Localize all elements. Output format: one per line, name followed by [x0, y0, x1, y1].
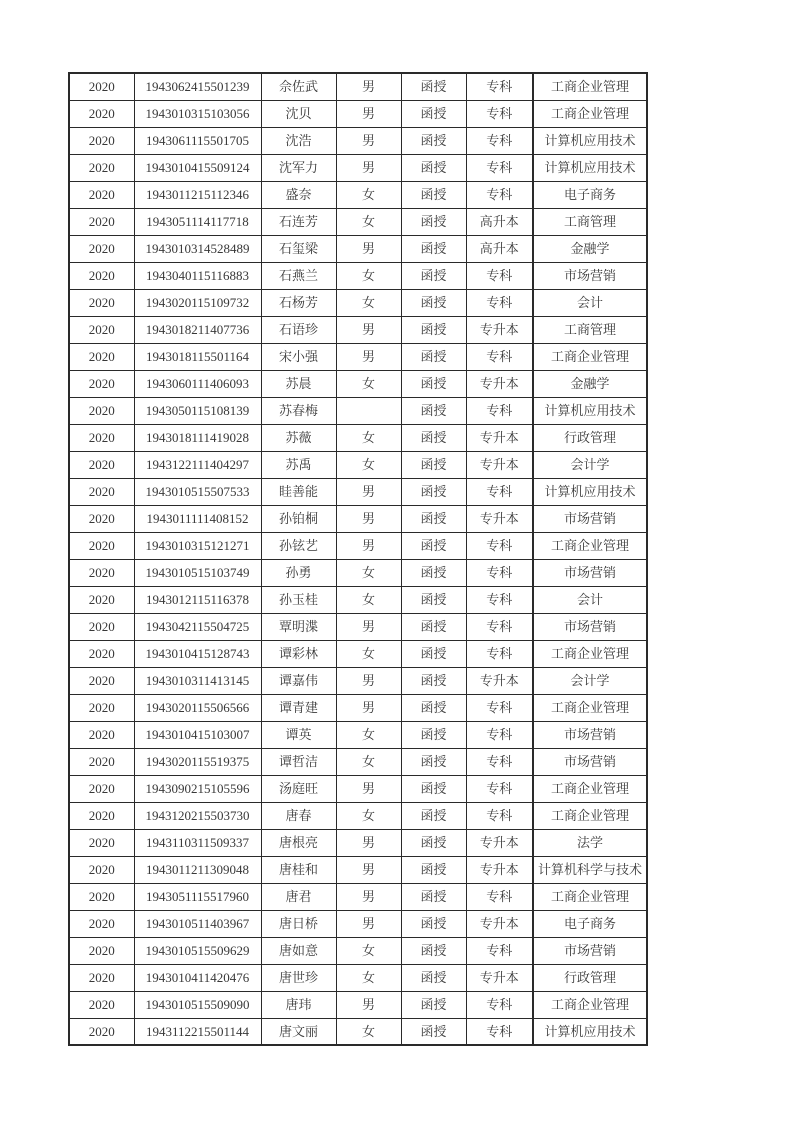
cell-study-mode: 函授 [401, 667, 466, 694]
cell-study-mode: 函授 [401, 910, 466, 937]
cell-level: 专科 [466, 559, 533, 586]
cell-student-id: 1943010415103007 [134, 721, 261, 748]
cell-gender: 男 [336, 856, 401, 883]
cell-level: 专科 [466, 883, 533, 910]
cell-year: 2020 [69, 316, 134, 343]
cell-gender: 男 [336, 694, 401, 721]
cell-name: 宋小强 [261, 343, 336, 370]
cell-gender: 女 [336, 748, 401, 775]
cell-year: 2020 [69, 559, 134, 586]
cell-study-mode: 函授 [401, 532, 466, 559]
cell-year: 2020 [69, 667, 134, 694]
cell-year: 2020 [69, 613, 134, 640]
cell-year: 2020 [69, 127, 134, 154]
cell-major: 计算机应用技术 [533, 127, 647, 154]
cell-level: 专科 [466, 532, 533, 559]
cell-student-id: 1943020115519375 [134, 748, 261, 775]
cell-major: 市场营销 [533, 559, 647, 586]
cell-study-mode: 函授 [401, 262, 466, 289]
cell-study-mode: 函授 [401, 1018, 466, 1045]
cell-major: 工商企业管理 [533, 640, 647, 667]
cell-year: 2020 [69, 370, 134, 397]
cell-student-id: 1943018115501164 [134, 343, 261, 370]
table-row [69, 127, 647, 154]
cell-name: 谭哲洁 [261, 748, 336, 775]
cell-major: 市场营销 [533, 937, 647, 964]
cell-major: 工商企业管理 [533, 694, 647, 721]
cell-year: 2020 [69, 478, 134, 505]
cell-student-id: 1943112215501144 [134, 1018, 261, 1045]
cell-level: 专升本 [466, 667, 533, 694]
cell-major: 行政管理 [533, 964, 647, 991]
cell-year: 2020 [69, 397, 134, 424]
cell-level: 专科 [466, 100, 533, 127]
cell-level: 专科 [466, 613, 533, 640]
cell-major: 计算机应用技术 [533, 154, 647, 181]
cell-major: 计算机科学与技术 [533, 856, 647, 883]
table-row [69, 154, 647, 181]
cell-study-mode: 函授 [401, 343, 466, 370]
table-row [69, 289, 647, 316]
table-row [69, 748, 647, 775]
cell-student-id: 1943020115109732 [134, 289, 261, 316]
cell-level: 专科 [466, 127, 533, 154]
cell-name: 孙玉桂 [261, 586, 336, 613]
cell-level: 专科 [466, 478, 533, 505]
cell-level: 专升本 [466, 451, 533, 478]
cell-study-mode: 函授 [401, 613, 466, 640]
cell-study-mode: 函授 [401, 154, 466, 181]
cell-name: 唐文丽 [261, 1018, 336, 1045]
table-row [69, 856, 647, 883]
cell-study-mode: 函授 [401, 721, 466, 748]
cell-major: 电子商务 [533, 910, 647, 937]
cell-name: 孙铂桐 [261, 505, 336, 532]
cell-gender: 女 [336, 424, 401, 451]
cell-gender: 女 [336, 802, 401, 829]
cell-year: 2020 [69, 343, 134, 370]
cell-study-mode: 函授 [401, 802, 466, 829]
cell-year: 2020 [69, 262, 134, 289]
cell-name: 沈军力 [261, 154, 336, 181]
cell-name: 唐玮 [261, 991, 336, 1018]
cell-level: 专科 [466, 154, 533, 181]
cell-level: 专升本 [466, 964, 533, 991]
cell-student-id: 1943010315121271 [134, 532, 261, 559]
cell-major: 市场营销 [533, 262, 647, 289]
cell-year: 2020 [69, 964, 134, 991]
table-row [69, 397, 647, 424]
table-row [69, 586, 647, 613]
cell-student-id: 1943011211309048 [134, 856, 261, 883]
table-row [69, 73, 647, 100]
cell-name: 苏晨 [261, 370, 336, 397]
cell-gender: 女 [336, 370, 401, 397]
table-row [69, 370, 647, 397]
cell-study-mode: 函授 [401, 127, 466, 154]
cell-level: 专科 [466, 181, 533, 208]
table-row [69, 532, 647, 559]
cell-name: 唐桂和 [261, 856, 336, 883]
cell-level: 专科 [466, 1018, 533, 1045]
cell-study-mode: 函授 [401, 235, 466, 262]
cell-student-id: 1943061115501705 [134, 127, 261, 154]
table-row [69, 181, 647, 208]
cell-level: 专科 [466, 640, 533, 667]
table-row [69, 964, 647, 991]
cell-student-id: 1943010315103056 [134, 100, 261, 127]
cell-name: 汤庭旺 [261, 775, 336, 802]
table-row [69, 775, 647, 802]
cell-year: 2020 [69, 208, 134, 235]
cell-name: 眭善能 [261, 478, 336, 505]
cell-major: 市场营销 [533, 721, 647, 748]
table-row [69, 505, 647, 532]
cell-level: 专科 [466, 721, 533, 748]
cell-name: 石杨芳 [261, 289, 336, 316]
table-row [69, 883, 647, 910]
table-row [69, 262, 647, 289]
cell-study-mode: 函授 [401, 856, 466, 883]
cell-study-mode: 函授 [401, 370, 466, 397]
cell-study-mode: 函授 [401, 829, 466, 856]
cell-study-mode: 函授 [401, 937, 466, 964]
cell-study-mode: 函授 [401, 748, 466, 775]
cell-major: 计算机应用技术 [533, 1018, 647, 1045]
cell-study-mode: 函授 [401, 991, 466, 1018]
cell-year: 2020 [69, 937, 134, 964]
table-row [69, 694, 647, 721]
cell-study-mode: 函授 [401, 451, 466, 478]
cell-level: 专升本 [466, 505, 533, 532]
cell-year: 2020 [69, 154, 134, 181]
table-row [69, 667, 647, 694]
cell-major: 工商企业管理 [533, 883, 647, 910]
cell-study-mode: 函授 [401, 100, 466, 127]
cell-gender: 男 [336, 505, 401, 532]
cell-year: 2020 [69, 235, 134, 262]
cell-name: 谭英 [261, 721, 336, 748]
cell-gender: 男 [336, 127, 401, 154]
cell-gender: 女 [336, 559, 401, 586]
cell-year: 2020 [69, 694, 134, 721]
cell-study-mode: 函授 [401, 208, 466, 235]
cell-year: 2020 [69, 991, 134, 1018]
cell-study-mode: 函授 [401, 586, 466, 613]
cell-student-id: 1943010515509090 [134, 991, 261, 1018]
cell-year: 2020 [69, 775, 134, 802]
cell-name: 佘佐武 [261, 73, 336, 100]
cell-study-mode: 函授 [401, 694, 466, 721]
cell-year: 2020 [69, 640, 134, 667]
cell-gender: 男 [336, 829, 401, 856]
table-row [69, 208, 647, 235]
cell-major: 工商企业管理 [533, 343, 647, 370]
cell-major: 金融学 [533, 235, 647, 262]
table-row [69, 424, 647, 451]
table-row [69, 451, 647, 478]
cell-name: 沈浩 [261, 127, 336, 154]
cell-name: 沈贝 [261, 100, 336, 127]
cell-year: 2020 [69, 829, 134, 856]
cell-gender: 男 [336, 73, 401, 100]
cell-year: 2020 [69, 505, 134, 532]
cell-gender: 女 [336, 262, 401, 289]
cell-year: 2020 [69, 424, 134, 451]
cell-level: 专科 [466, 289, 533, 316]
cell-name: 盛奈 [261, 181, 336, 208]
cell-major: 工商企业管理 [533, 775, 647, 802]
cell-gender: 男 [336, 775, 401, 802]
cell-major: 市场营销 [533, 748, 647, 775]
cell-student-id: 1943051115517960 [134, 883, 261, 910]
cell-student-id: 1943018211407736 [134, 316, 261, 343]
cell-year: 2020 [69, 721, 134, 748]
cell-gender: 女 [336, 964, 401, 991]
cell-major: 会计 [533, 289, 647, 316]
cell-student-id: 1943010515103749 [134, 559, 261, 586]
cell-name: 唐君 [261, 883, 336, 910]
cell-level: 专科 [466, 775, 533, 802]
cell-name: 唐世珍 [261, 964, 336, 991]
cell-study-mode: 函授 [401, 559, 466, 586]
cell-gender: 男 [336, 154, 401, 181]
cell-year: 2020 [69, 1018, 134, 1045]
cell-student-id: 1943090215105596 [134, 775, 261, 802]
cell-major: 工商管理 [533, 316, 647, 343]
cell-student-id: 1943018111419028 [134, 424, 261, 451]
cell-gender: 女 [336, 181, 401, 208]
cell-name: 苏禹 [261, 451, 336, 478]
table-row [69, 802, 647, 829]
cell-level: 专科 [466, 262, 533, 289]
cell-student-id: 1943060111406093 [134, 370, 261, 397]
cell-gender: 女 [336, 640, 401, 667]
cell-major: 工商企业管理 [533, 802, 647, 829]
cell-major: 行政管理 [533, 424, 647, 451]
cell-student-id: 1943120215503730 [134, 802, 261, 829]
roster-body [69, 73, 647, 1045]
cell-level: 专科 [466, 748, 533, 775]
cell-name: 石连芳 [261, 208, 336, 235]
cell-level: 专科 [466, 694, 533, 721]
cell-student-id: 1943010411420476 [134, 964, 261, 991]
cell-level: 专科 [466, 937, 533, 964]
table-row [69, 235, 647, 262]
cell-student-id: 1943010511403967 [134, 910, 261, 937]
cell-student-id: 1943040115116883 [134, 262, 261, 289]
cell-gender: 女 [336, 1018, 401, 1045]
cell-major: 工商管理 [533, 208, 647, 235]
table-row [69, 559, 647, 586]
cell-study-mode: 函授 [401, 640, 466, 667]
cell-gender: 男 [336, 910, 401, 937]
cell-student-id: 1943110311509337 [134, 829, 261, 856]
cell-level: 专升本 [466, 370, 533, 397]
cell-major: 电子商务 [533, 181, 647, 208]
cell-gender: 女 [336, 937, 401, 964]
cell-student-id: 1943010311413145 [134, 667, 261, 694]
cell-level: 专科 [466, 586, 533, 613]
cell-gender: 男 [336, 100, 401, 127]
cell-major: 计算机应用技术 [533, 397, 647, 424]
cell-student-id: 1943011215112346 [134, 181, 261, 208]
cell-student-id: 1943010314528489 [134, 235, 261, 262]
cell-major: 会计学 [533, 451, 647, 478]
cell-study-mode: 函授 [401, 181, 466, 208]
cell-major: 工商企业管理 [533, 100, 647, 127]
cell-year: 2020 [69, 73, 134, 100]
cell-gender: 女 [336, 208, 401, 235]
cell-gender: 女 [336, 586, 401, 613]
cell-year: 2020 [69, 802, 134, 829]
cell-study-mode: 函授 [401, 289, 466, 316]
cell-study-mode: 函授 [401, 316, 466, 343]
cell-student-id: 1943051114117718 [134, 208, 261, 235]
cell-study-mode: 函授 [401, 505, 466, 532]
table-row [69, 991, 647, 1018]
table-row [69, 478, 647, 505]
cell-level: 专科 [466, 73, 533, 100]
cell-year: 2020 [69, 100, 134, 127]
cell-major: 市场营销 [533, 613, 647, 640]
cell-gender: 男 [336, 532, 401, 559]
cell-name: 谭青建 [261, 694, 336, 721]
cell-year: 2020 [69, 289, 134, 316]
cell-name: 孙勇 [261, 559, 336, 586]
cell-major: 市场营销 [533, 505, 647, 532]
cell-major: 会计学 [533, 667, 647, 694]
cell-gender: 男 [336, 316, 401, 343]
cell-level: 高升本 [466, 208, 533, 235]
cell-gender: 男 [336, 991, 401, 1018]
cell-year: 2020 [69, 532, 134, 559]
cell-level: 专升本 [466, 910, 533, 937]
cell-study-mode: 函授 [401, 397, 466, 424]
cell-year: 2020 [69, 586, 134, 613]
cell-level: 专科 [466, 343, 533, 370]
cell-name: 覃明渫 [261, 613, 336, 640]
table-row [69, 1018, 647, 1045]
student-roster-table [68, 72, 648, 1046]
cell-year: 2020 [69, 181, 134, 208]
cell-study-mode: 函授 [401, 775, 466, 802]
cell-level: 高升本 [466, 235, 533, 262]
cell-student-id: 1943050115108139 [134, 397, 261, 424]
cell-level: 专升本 [466, 829, 533, 856]
cell-name: 谭彩林 [261, 640, 336, 667]
cell-major: 计算机应用技术 [533, 478, 647, 505]
cell-study-mode: 函授 [401, 424, 466, 451]
cell-name: 苏春梅 [261, 397, 336, 424]
table-row [69, 316, 647, 343]
cell-student-id: 1943122111404297 [134, 451, 261, 478]
cell-name: 唐日桥 [261, 910, 336, 937]
cell-gender: 女 [336, 451, 401, 478]
cell-gender: 男 [336, 667, 401, 694]
cell-name: 苏薇 [261, 424, 336, 451]
cell-gender: 男 [336, 343, 401, 370]
cell-name: 石玺梁 [261, 235, 336, 262]
cell-student-id: 1943012115116378 [134, 586, 261, 613]
cell-year: 2020 [69, 910, 134, 937]
cell-student-id: 1943042115504725 [134, 613, 261, 640]
cell-level: 专科 [466, 802, 533, 829]
cell-gender: 男 [336, 235, 401, 262]
cell-gender [336, 397, 401, 424]
cell-major: 金融学 [533, 370, 647, 397]
table-row [69, 100, 647, 127]
cell-major: 工商企业管理 [533, 991, 647, 1018]
cell-name: 唐如意 [261, 937, 336, 964]
cell-name: 谭嘉伟 [261, 667, 336, 694]
table-row [69, 613, 647, 640]
cell-gender: 男 [336, 478, 401, 505]
cell-study-mode: 函授 [401, 883, 466, 910]
cell-student-id: 1943010415509124 [134, 154, 261, 181]
cell-study-mode: 函授 [401, 964, 466, 991]
table-row [69, 343, 647, 370]
cell-name: 石语珍 [261, 316, 336, 343]
cell-name: 唐根亮 [261, 829, 336, 856]
cell-student-id: 1943010415128743 [134, 640, 261, 667]
cell-year: 2020 [69, 883, 134, 910]
cell-study-mode: 函授 [401, 478, 466, 505]
table-row [69, 829, 647, 856]
table-row [69, 640, 647, 667]
cell-student-id: 1943011111408152 [134, 505, 261, 532]
cell-student-id: 1943062415501239 [134, 73, 261, 100]
cell-gender: 男 [336, 883, 401, 910]
cell-level: 专升本 [466, 316, 533, 343]
cell-year: 2020 [69, 451, 134, 478]
cell-major: 法学 [533, 829, 647, 856]
cell-year: 2020 [69, 748, 134, 775]
cell-level: 专科 [466, 991, 533, 1018]
table-row [69, 910, 647, 937]
cell-major: 工商企业管理 [533, 73, 647, 100]
cell-gender: 男 [336, 613, 401, 640]
cell-student-id: 1943020115506566 [134, 694, 261, 721]
cell-name: 孙铉艺 [261, 532, 336, 559]
cell-gender: 女 [336, 721, 401, 748]
cell-name: 唐春 [261, 802, 336, 829]
cell-name: 石燕兰 [261, 262, 336, 289]
table-row [69, 937, 647, 964]
cell-major: 工商企业管理 [533, 532, 647, 559]
table-row [69, 721, 647, 748]
cell-major: 会计 [533, 586, 647, 613]
cell-level: 专升本 [466, 424, 533, 451]
cell-level: 专科 [466, 397, 533, 424]
cell-student-id: 1943010515509629 [134, 937, 261, 964]
cell-gender: 女 [336, 289, 401, 316]
cell-student-id: 1943010515507533 [134, 478, 261, 505]
cell-study-mode: 函授 [401, 73, 466, 100]
cell-level: 专升本 [466, 856, 533, 883]
cell-year: 2020 [69, 856, 134, 883]
